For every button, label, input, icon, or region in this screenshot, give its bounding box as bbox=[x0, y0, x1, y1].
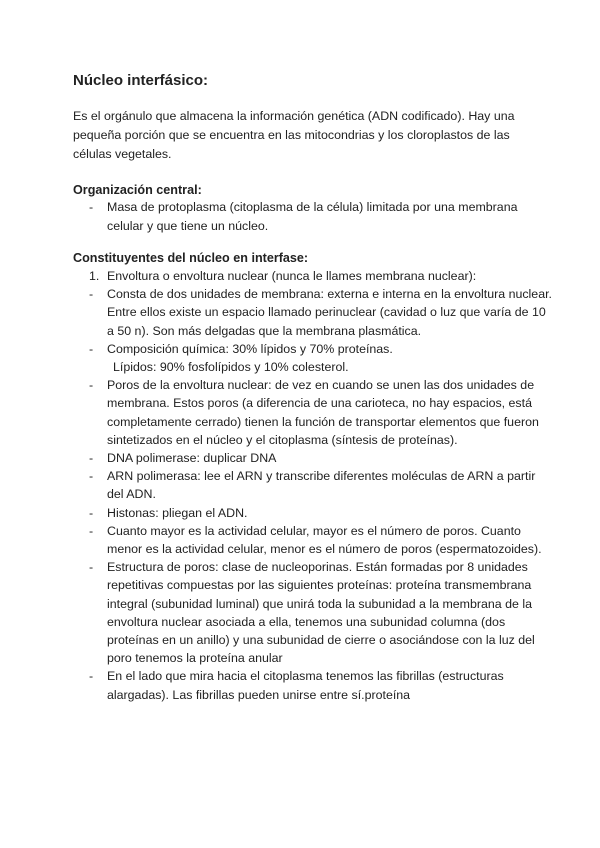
intro-paragraph: Es el orgánulo que almacena la información genética (ADN codificado). Hay una pequeña porción que se encuentra en las mitocondrias y los cloroplastos de las células vegetales. bbox=[73, 109, 515, 161]
list-item-text: Estructura de poros: clase de nucleoporinas. Están formadas por 8 unidades repetitivas compuestas por las siguientes proteínas: proteína transmembrana integral (subunidad luminal) que unirá toda la subunidad a la membrana de la envoltura nuclear asociada a ella, tenemos una subunidad columna (dos proteínas en un anillo) y una subunidad de cierre o asociándose con la luz del poro tenemos la proteína anular bbox=[107, 560, 535, 666]
list-item-text: Histonas: pliegan el ADN. bbox=[107, 505, 248, 520]
list-item-text: Poros de la envoltura nuclear: de vez en cuando se unen las dos unidades de membrana. Estos poros (a diferencia de una carioteca, no hay espacios, está completamente cerrado) tienen la función de transportar elementos que fueron sintetizados en el núcleo y el citoplasma (síntesis de proteínas). bbox=[107, 378, 539, 447]
bullet-dash: - bbox=[89, 560, 94, 575]
list-item-text: Consta de dos unidades de membrana: externa e interna en la envoltura nuclear. Entre ellos existe un espacio llamado perinuclear (cavidad o luz que varía de 10 a 50 n). Son más delgadas que la membrana plasmática. bbox=[107, 287, 552, 338]
list-item-subtext: Lípidos: 90% fosfolípidos y 10% colesterol. bbox=[113, 360, 349, 375]
bullet-dash: - bbox=[89, 378, 94, 393]
bullet-dash: - bbox=[89, 523, 94, 538]
list-item-text: Masa de protoplasma (citoplasma de la célula) limitada por una membrana celular y que tiene un núcleo. bbox=[107, 200, 518, 233]
bullet-dash: - bbox=[89, 200, 94, 214]
bullet-dash: - bbox=[89, 469, 94, 484]
list-item bbox=[73, 522, 553, 558]
list-item bbox=[73, 504, 553, 522]
list-item bbox=[73, 340, 553, 376]
list-item bbox=[73, 449, 553, 467]
list-item-text: Envoltura o envoltura nuclear (nunca le llames membrana nuclear): bbox=[107, 269, 477, 283]
page-title: Núcleo interfásico: bbox=[73, 72, 209, 89]
list-item bbox=[73, 198, 553, 235]
bullet-dash: - bbox=[89, 341, 94, 356]
bullet-dash: - bbox=[89, 669, 94, 684]
list-item-text: En el lado que mira hacia el citoplasma tenemos las fibrillas (estructuras alargadas). Las fibrillas pueden unirse entre sí.proteína bbox=[107, 669, 504, 702]
list-item-text: Cuanto mayor es la actividad celular, mayor es el número de poros. Cuanto menor es la actividad celular, menor es el número de poros (espermatozoides). bbox=[107, 523, 542, 557]
bullet-dash: - bbox=[89, 287, 94, 302]
list-item bbox=[73, 376, 553, 449]
bullet-dash: - bbox=[89, 505, 94, 520]
list-item bbox=[73, 558, 553, 667]
list-item bbox=[73, 467, 553, 503]
list-item-text: ARN polimerasa: lee el ARN y transcribe diferentes moléculas de ARN a partir del ADN. bbox=[107, 469, 536, 502]
section-heading-constituyentes: Constituyentes del núcleo en interfase: bbox=[73, 251, 309, 265]
list-item-text: DNA polimerase: duplicar DNA bbox=[107, 451, 277, 466]
organizacion-list bbox=[73, 198, 553, 235]
list-item bbox=[73, 667, 553, 703]
list-number: 1. bbox=[89, 269, 100, 283]
section-heading-organizacion: Organización central: bbox=[73, 183, 202, 197]
list-item bbox=[73, 267, 553, 285]
constituyentes-list bbox=[73, 267, 553, 704]
bullet-dash: - bbox=[89, 451, 94, 466]
list-item-text: Composición química: 30% lípidos y 70% proteínas. bbox=[107, 341, 393, 356]
list-item bbox=[73, 285, 553, 340]
